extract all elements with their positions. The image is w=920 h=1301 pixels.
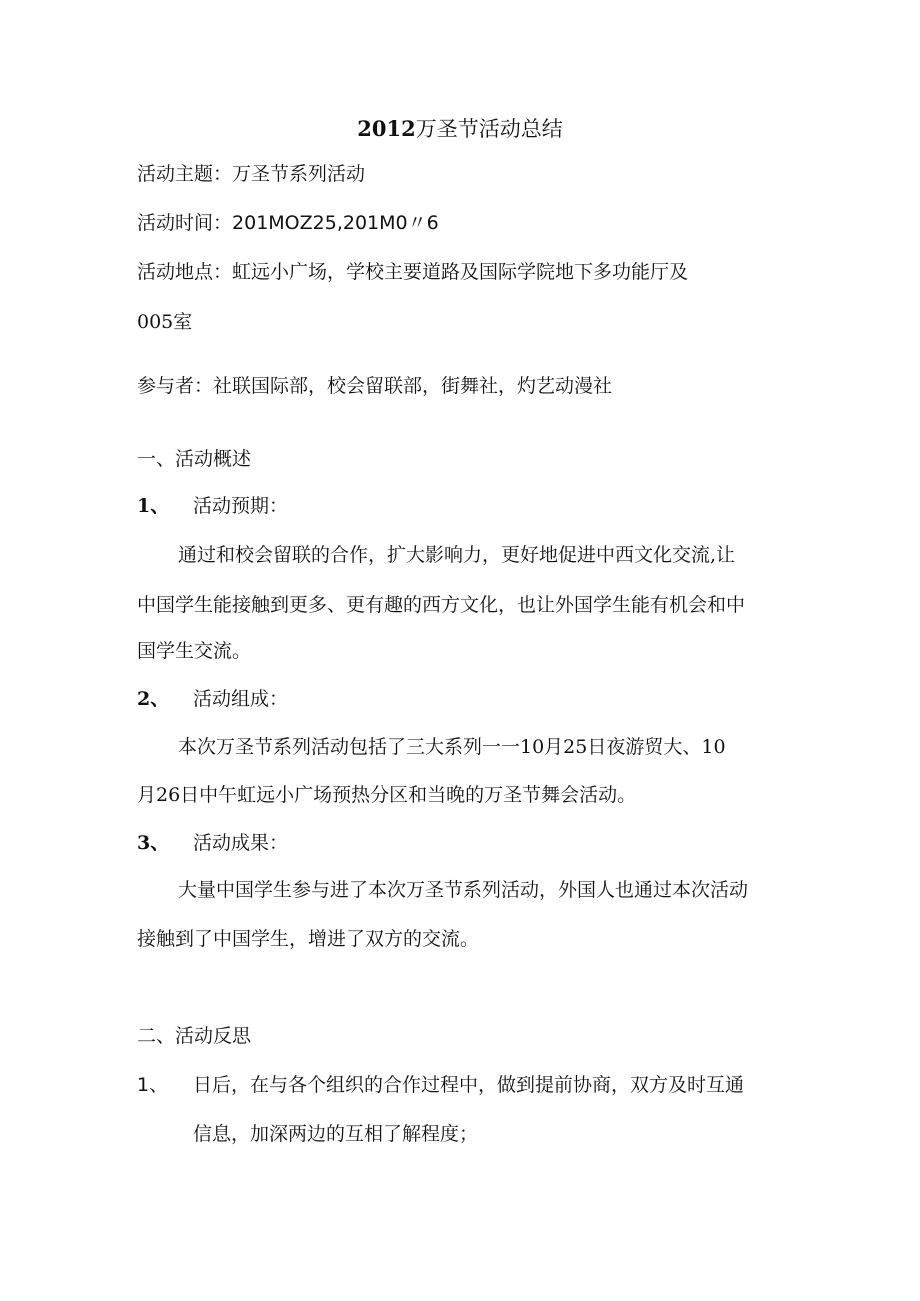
time-row bbox=[137, 211, 439, 235]
paragraph-line: 月26日中午虹远小广场预热分区和当晚的万圣节舞会活动。 bbox=[137, 784, 637, 806]
place-row bbox=[137, 260, 688, 284]
paragraph-line: 大量中国学生参与进了本次万圣节系列活动，外国人也通过本次活动 bbox=[178, 879, 749, 901]
participants-row bbox=[137, 374, 612, 398]
section-1-heading: 一、活动概述 bbox=[137, 448, 252, 470]
time-label: 活动时间： bbox=[137, 212, 233, 234]
item-title: 活动组成： bbox=[193, 688, 289, 710]
item-title: 活动成果： bbox=[193, 832, 289, 854]
item-title: 活动预期： bbox=[193, 495, 289, 517]
place-label: 活动地点： bbox=[137, 261, 233, 283]
section-1-item-1-heading bbox=[137, 494, 288, 518]
section-2-heading: 二、活动反思 bbox=[137, 1025, 252, 1047]
paragraph-line: 接触到了中国学生，增进了双方的交流。 bbox=[137, 928, 480, 950]
place-value-line-2: 005室 bbox=[137, 311, 193, 333]
section-1-item-2-heading bbox=[137, 687, 288, 711]
paragraph-line: 本次万圣节系列活动包括了三大系列一一10月25日夜游贸大、10 bbox=[178, 736, 726, 758]
title-year: 2012 bbox=[357, 116, 416, 141]
document-title bbox=[0, 116, 920, 142]
paragraph-line: 日后，在与各个组织的合作过程中，做到提前协商，双方及时互通 bbox=[193, 1074, 745, 1096]
participants-value: 社联国际部，校会留联部，街舞社，灼艺动漫社 bbox=[213, 375, 613, 397]
section-1-item-3-heading bbox=[137, 831, 288, 855]
item-number: 1、 bbox=[137, 495, 170, 517]
title-text: 万圣节活动总结 bbox=[415, 117, 563, 141]
theme-value: 万圣节系列活动 bbox=[232, 163, 366, 185]
paragraph-line: 中国学生能接触到更多、更有趣的西方文化，也让外国学生能有机会和中 bbox=[137, 594, 746, 616]
item-number: 2、 bbox=[137, 688, 170, 710]
item-number: 3、 bbox=[137, 832, 170, 854]
item-number: 1、 bbox=[137, 1074, 169, 1096]
place-row-continued bbox=[137, 310, 192, 334]
theme-label: 活动主题： bbox=[137, 163, 233, 185]
theme-row bbox=[137, 162, 365, 186]
section-2-item-1 bbox=[137, 1073, 744, 1097]
participants-label: 参与者： bbox=[137, 375, 214, 397]
paragraph-line: 信息，加深两边的互相了解程度； bbox=[193, 1123, 479, 1145]
paragraph-line: 通过和校会留联的合作，扩大影响力，更好地促进中西文化交流,让 bbox=[178, 544, 736, 566]
time-value: 201MOZ25,201M0〃6 bbox=[232, 212, 439, 234]
paragraph-line: 国学生交流。 bbox=[137, 640, 252, 662]
place-value-line-1: 虹远小广场，学校主要道路及国际学院地下多功能厅及 bbox=[232, 261, 689, 283]
